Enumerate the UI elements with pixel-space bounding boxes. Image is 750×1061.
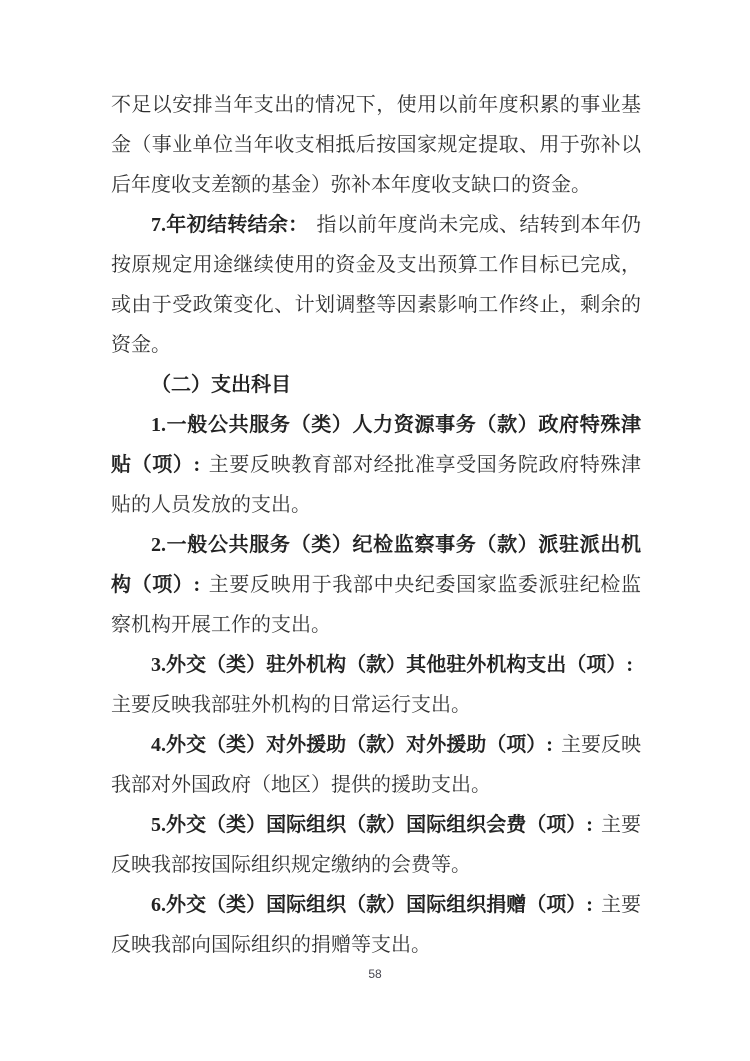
section-heading-label: （二）支出科目 (151, 374, 291, 396)
paragraph-lead: 4.外交（类）对外援助（款）对外援助（项）: (151, 734, 553, 756)
paragraph-lead: 3.外交（类）驻外机构（款）其他驻外机构支出（项）: (151, 654, 633, 676)
paragraph-text: 主要反映我部驻外机构的日常运行支出。 (111, 694, 471, 716)
paragraph-lead: 6.外交（类）国际组织（款）国际组织捐赠（项）: (151, 894, 593, 916)
paragraph-item-4 (111, 725, 641, 805)
paragraph-term-7 (111, 205, 641, 365)
paragraph-text: 主要反映用于我部中央纪委国家监委派驻纪检监察机构开展工作的支出。 (111, 574, 642, 636)
paragraph-item-5 (111, 805, 641, 885)
paragraph-item-1 (111, 405, 641, 525)
paragraph-text: 不足以安排当年支出的情况下，使用以前年度积累的事业基金（事业单位当年收支相抵后按国家规定提取、用于弥补以后年度收支差额的基金）弥补本年度收支缺口的资金。 (111, 94, 641, 196)
paragraph-lead: 5.外交（类）国际组织（款）国际组织会费（项）: (151, 814, 593, 836)
paragraph-text: 主要反映我部对外国政府（地区）提供的援助支出。 (111, 734, 641, 796)
paragraph-lead: 1.一般公共服务（类）人力资源事务（款）政府特殊津贴（项）: (111, 414, 641, 476)
paragraph-item-6 (111, 885, 641, 965)
paragraph-item-3 (111, 645, 641, 725)
page-number: 58 (368, 967, 382, 981)
paragraph-lead: 7.年初结转结余： (151, 214, 309, 236)
paragraph-text: 主要反映我部向国际组织的捐赠等支出。 (111, 894, 641, 956)
paragraph-text: 指以前年度尚未完成、结转到本年仍按原规定用途继续使用的资金及支出预算工作目标已完成，或由于受政策变化、计划调整等因素影响工作终止，剩余的资金。 (111, 214, 642, 356)
document-content (111, 85, 641, 965)
paragraph-lead: 2.一般公共服务（类）纪检监察事务（款）派驻派出机构（项）: (111, 534, 641, 596)
paragraph-item-2 (111, 525, 641, 645)
section-heading (111, 365, 641, 405)
paragraph-continuation (111, 85, 641, 205)
paragraph-text: 主要反映我部按国际组织规定缴纳的会费等。 (111, 814, 641, 876)
paragraph-text: 主要反映教育部对经批准享受国务院政府特殊津贴的人员发放的支出。 (111, 454, 642, 516)
